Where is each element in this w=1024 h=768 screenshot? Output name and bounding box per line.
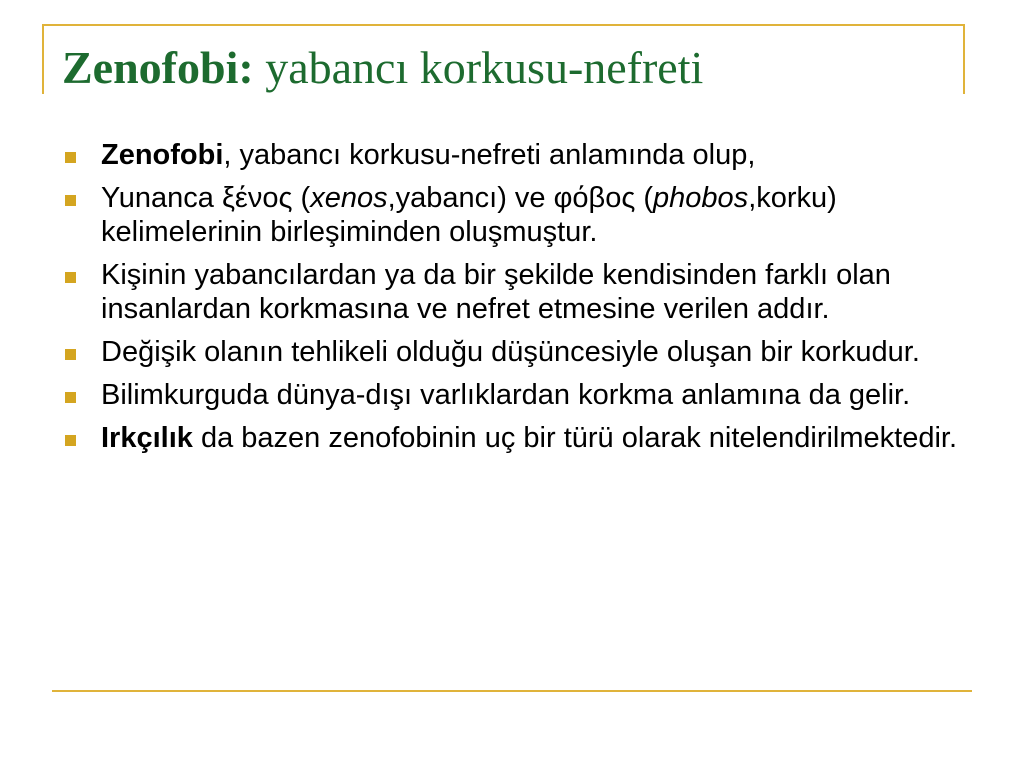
frame-top-rule [42,24,965,26]
square-bullet-icon [65,349,76,360]
square-bullet-icon [65,272,76,283]
bullet-list [60,138,960,464]
bullet-text-part: , yabancı korkusu-nefreti anlamında olup, [223,139,756,171]
bullet-text-part: Bilimkurguda dünya-dışı varlıklardan korkma anlamına da gelir. [101,379,911,411]
bullet-item [60,335,960,369]
bullet-text-part: Kişinin yabancılardan ya da bir şekilde kendisinden farklı olan insanlardan korkmasına ve nefret etmesine verilen addır. [101,259,891,325]
bullet-item [60,181,960,249]
bullet-text-part: da bazen zenofobinin uç bir türü olarak nitelendirilmektedir. [192,422,958,454]
square-bullet-icon [65,435,76,446]
bullet-text-part: Yunanca ξένος ( [101,182,311,214]
bottom-rule [52,690,972,692]
frame-left-rule [42,24,44,94]
bullet-item [60,258,960,326]
slide-title-bold: Zenofobi: [62,42,254,93]
square-bullet-icon [65,392,76,403]
bullet-text-part: Irkçılık [101,422,193,454]
slide-title-rest: yabancı korkusu-nefreti [253,42,704,93]
bullet-item [60,421,960,455]
square-bullet-icon [65,152,76,163]
bullet-text-part: Değişik olanın tehlikeli olduğu düşüncesiyle oluşan bir korkudur. [101,336,920,368]
bullet-text-part: ,korku) kelimelerinin birleşiminden oluşmuştur. [101,182,837,248]
bullet-text-part: ,yabancı) ve φόβος ( [387,182,654,214]
bullet-text-part: xenos [310,182,388,214]
frame-right-rule [963,24,965,94]
bullet-item [60,138,960,172]
bullet-text-part: Zenofobi [101,139,224,171]
slide-title [62,40,703,96]
square-bullet-icon [65,195,76,206]
bullet-text-part: phobos [653,182,749,214]
bullet-item [60,378,960,412]
